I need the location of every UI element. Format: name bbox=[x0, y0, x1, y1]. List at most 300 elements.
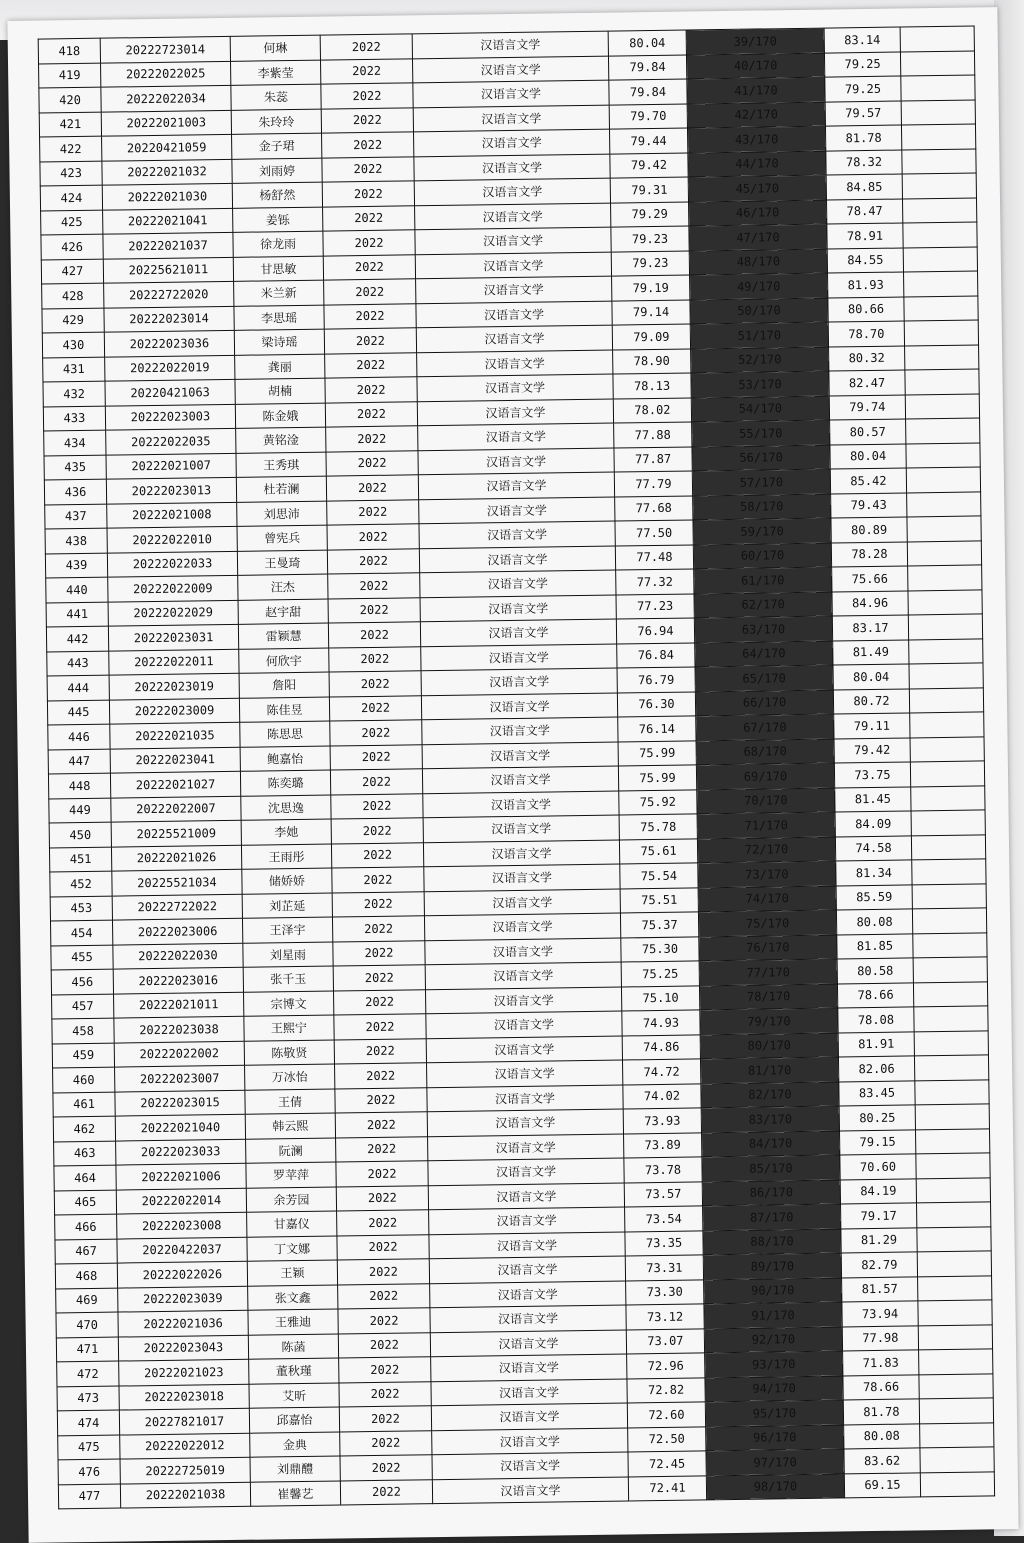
student-name-cell: 李她 bbox=[241, 819, 331, 845]
score-cell: 75.10 bbox=[621, 985, 699, 1011]
score-cell: 75.30 bbox=[621, 936, 699, 962]
final-score-cell: 84.09 bbox=[835, 811, 911, 837]
major-cell: 汉语言文学 bbox=[423, 791, 619, 818]
student-id-cell: 20222023006 bbox=[112, 918, 242, 944]
rank-cell: 94/170 bbox=[705, 1375, 843, 1401]
enrollment-year-cell: 2022 bbox=[322, 181, 414, 207]
student-id-cell: 20222021041 bbox=[103, 208, 233, 234]
enrollment-year-cell: 2022 bbox=[326, 475, 418, 501]
student-id-cell: 20222722022 bbox=[112, 894, 242, 920]
rank-cell: 90/170 bbox=[704, 1277, 842, 1303]
rank-cell: 48/170 bbox=[689, 249, 827, 275]
enrollment-year-cell: 2022 bbox=[325, 377, 417, 403]
student-name-cell: 宗博文 bbox=[244, 991, 334, 1017]
row-number-cell: 421 bbox=[39, 112, 101, 137]
major-cell: 汉语言文学 bbox=[421, 693, 617, 720]
rank-cell: 77/170 bbox=[699, 959, 837, 985]
student-name-cell: 雷颖慧 bbox=[238, 623, 328, 649]
rank-cell: 97/170 bbox=[706, 1449, 844, 1475]
enrollment-year-cell: 2022 bbox=[337, 1259, 429, 1285]
student-name-cell: 詹阳 bbox=[239, 672, 329, 698]
student-name-cell: 金典 bbox=[250, 1431, 340, 1457]
score-cell: 76.84 bbox=[617, 642, 695, 668]
enrollment-year-cell: 2022 bbox=[333, 989, 425, 1015]
final-score-cell: 79.25 bbox=[824, 52, 900, 78]
rank-cell: 87/170 bbox=[703, 1204, 841, 1230]
row-number-cell: 423 bbox=[40, 161, 102, 186]
student-name-cell: 陈思思 bbox=[240, 721, 330, 747]
blank-cell-cell bbox=[911, 785, 985, 811]
score-cell: 77.68 bbox=[615, 495, 693, 521]
rank-cell: 45/170 bbox=[688, 175, 826, 201]
student-name-cell: 王雨彤 bbox=[241, 844, 331, 870]
row-number-cell: 431 bbox=[43, 357, 105, 382]
score-cell: 77.50 bbox=[615, 520, 693, 546]
enrollment-year-cell: 2022 bbox=[335, 1063, 427, 1089]
enrollment-year-cell: 2022 bbox=[337, 1234, 429, 1260]
blank-cell-cell bbox=[918, 1300, 992, 1326]
enrollment-year-cell: 2022 bbox=[327, 499, 419, 525]
final-score-cell: 70.60 bbox=[840, 1154, 916, 1180]
student-name-cell: 陈敬贤 bbox=[244, 1040, 334, 1066]
score-cell: 77.32 bbox=[616, 569, 694, 595]
enrollment-year-cell: 2022 bbox=[338, 1332, 430, 1358]
row-number-cell: 424 bbox=[40, 185, 102, 210]
student-name-cell: 刘雨婷 bbox=[232, 158, 322, 184]
final-score-cell: 78.91 bbox=[827, 223, 903, 249]
student-name-cell: 沈思逸 bbox=[241, 795, 331, 821]
student-name-cell: 金子珺 bbox=[232, 133, 322, 159]
student-name-cell: 姜铄 bbox=[233, 207, 323, 233]
student-id-cell: 20222023033 bbox=[116, 1139, 246, 1165]
final-score-cell: 80.04 bbox=[833, 664, 909, 690]
enrollment-year-cell: 2022 bbox=[340, 1455, 432, 1481]
student-name-cell: 刘思沛 bbox=[237, 501, 327, 527]
student-name-cell: 汪杰 bbox=[238, 574, 328, 600]
rank-cell: 80/170 bbox=[700, 1032, 838, 1058]
row-number-cell: 448 bbox=[48, 773, 110, 798]
final-score-cell: 78.70 bbox=[828, 321, 904, 347]
score-cell: 73.78 bbox=[624, 1157, 702, 1183]
rank-cell: 96/170 bbox=[706, 1424, 844, 1450]
major-cell: 汉语言文学 bbox=[418, 448, 614, 475]
student-id-cell: 20222023043 bbox=[118, 1335, 248, 1361]
student-name-cell: 朱蕊 bbox=[231, 84, 321, 110]
row-number-cell: 469 bbox=[56, 1288, 118, 1313]
score-cell: 80.04 bbox=[608, 30, 686, 56]
row-number-cell: 426 bbox=[41, 234, 103, 259]
blank-cell-cell bbox=[918, 1324, 992, 1350]
score-cell: 74.02 bbox=[623, 1083, 701, 1109]
score-cell: 73.30 bbox=[626, 1279, 704, 1305]
final-score-cell: 82.79 bbox=[841, 1252, 917, 1278]
final-score-cell: 78.66 bbox=[837, 982, 913, 1008]
major-cell: 汉语言文学 bbox=[432, 1452, 628, 1479]
student-id-cell: 20222021038 bbox=[120, 1482, 250, 1508]
student-name-cell: 甘嘉仪 bbox=[247, 1211, 337, 1237]
student-name-cell: 储娇娇 bbox=[242, 868, 332, 894]
major-cell: 汉语言文学 bbox=[416, 276, 612, 303]
major-cell: 汉语言文学 bbox=[417, 399, 613, 426]
student-name-cell: 刘芷延 bbox=[242, 893, 332, 919]
student-name-cell: 鲍嘉怡 bbox=[240, 746, 330, 772]
blank-cell-cell bbox=[912, 908, 986, 934]
row-number-cell: 434 bbox=[44, 430, 106, 455]
rank-cell: 68/170 bbox=[696, 739, 834, 765]
rank-cell: 42/170 bbox=[687, 102, 825, 128]
row-number-cell: 439 bbox=[45, 553, 107, 578]
rank-cell: 70/170 bbox=[697, 788, 835, 814]
enrollment-year-cell: 2022 bbox=[332, 891, 424, 917]
student-name-cell: 黄铭淦 bbox=[236, 427, 326, 453]
enrollment-year-cell: 2022 bbox=[331, 842, 423, 868]
student-name-cell: 刘鼎醴 bbox=[250, 1456, 340, 1482]
row-number-cell: 444 bbox=[47, 675, 109, 700]
student-name-cell: 陈菡 bbox=[248, 1333, 338, 1359]
student-name-cell: 曾宪兵 bbox=[237, 525, 327, 551]
enrollment-year-cell: 2022 bbox=[339, 1357, 431, 1383]
final-score-cell: 83.62 bbox=[844, 1448, 920, 1474]
final-score-cell: 79.43 bbox=[831, 492, 907, 518]
enrollment-year-cell: 2022 bbox=[324, 303, 416, 329]
final-score-cell: 80.04 bbox=[830, 443, 906, 469]
blank-cell-cell bbox=[915, 1104, 989, 1130]
major-cell: 汉语言文学 bbox=[429, 1256, 625, 1283]
enrollment-year-cell: 2022 bbox=[327, 524, 419, 550]
rank-cell: 40/170 bbox=[686, 53, 824, 79]
final-score-cell: 81.78 bbox=[843, 1399, 919, 1425]
blank-cell-cell bbox=[905, 393, 979, 419]
final-score-cell: 73.75 bbox=[834, 762, 910, 788]
major-cell: 汉语言文学 bbox=[414, 178, 610, 205]
row-number-cell: 436 bbox=[44, 479, 106, 504]
blank-cell-cell bbox=[920, 1422, 994, 1448]
final-score-cell: 79.25 bbox=[825, 76, 901, 102]
major-cell: 汉语言文学 bbox=[422, 742, 618, 769]
major-cell: 汉语言文学 bbox=[423, 840, 619, 867]
final-score-cell: 78.66 bbox=[843, 1374, 919, 1400]
major-cell: 汉语言文学 bbox=[416, 301, 612, 328]
major-cell: 汉语言文学 bbox=[424, 913, 620, 940]
student-name-cell: 王雅迪 bbox=[248, 1309, 338, 1335]
student-name-cell: 王倩 bbox=[245, 1089, 335, 1115]
enrollment-year-cell: 2022 bbox=[322, 132, 414, 158]
final-score-cell: 84.96 bbox=[832, 590, 908, 616]
blank-cell-cell bbox=[901, 99, 975, 125]
blank-cell-cell bbox=[920, 1447, 994, 1473]
enrollment-year-cell: 2022 bbox=[323, 205, 415, 231]
major-cell: 汉语言文学 bbox=[419, 497, 615, 524]
row-number-cell: 476 bbox=[58, 1459, 120, 1484]
score-cell: 75.92 bbox=[619, 789, 697, 815]
student-id-cell: 20222023013 bbox=[106, 477, 236, 503]
enrollment-year-cell: 2022 bbox=[338, 1308, 430, 1334]
row-number-cell: 429 bbox=[42, 308, 104, 333]
rank-cell: 92/170 bbox=[704, 1326, 842, 1352]
final-score-cell: 79.11 bbox=[834, 713, 910, 739]
student-id-cell: 20222023019 bbox=[109, 673, 239, 699]
rank-cell: 47/170 bbox=[689, 224, 827, 250]
student-name-cell: 李紫莹 bbox=[231, 60, 321, 86]
enrollment-year-cell: 2022 bbox=[329, 646, 421, 672]
final-score-cell: 81.91 bbox=[838, 1031, 914, 1057]
row-number-cell: 472 bbox=[57, 1361, 119, 1386]
score-cell: 75.54 bbox=[620, 863, 698, 889]
blank-cell-cell bbox=[920, 1471, 994, 1497]
student-name-cell: 米兰新 bbox=[234, 280, 324, 306]
major-cell: 汉语言文学 bbox=[424, 889, 620, 916]
student-id-cell: 20222023036 bbox=[104, 330, 234, 356]
major-cell: 汉语言文学 bbox=[418, 423, 614, 450]
enrollment-year-cell: 2022 bbox=[328, 622, 420, 648]
score-cell: 72.45 bbox=[628, 1451, 706, 1477]
rank-cell: 89/170 bbox=[703, 1253, 841, 1279]
student-name-cell: 王熙宁 bbox=[244, 1015, 334, 1041]
major-cell: 汉语言文学 bbox=[422, 717, 618, 744]
blank-cell-cell bbox=[902, 173, 976, 199]
blank-cell-cell bbox=[906, 442, 980, 468]
final-score-cell: 83.17 bbox=[832, 615, 908, 641]
blank-cell-cell bbox=[909, 638, 983, 664]
row-number-cell: 441 bbox=[46, 602, 108, 627]
final-score-cell: 79.17 bbox=[841, 1203, 917, 1229]
blank-cell-cell bbox=[901, 75, 975, 101]
final-score-cell: 81.45 bbox=[835, 786, 911, 812]
blank-cell-cell bbox=[914, 1055, 988, 1081]
rank-cell: 60/170 bbox=[693, 543, 831, 569]
score-cell: 72.60 bbox=[627, 1402, 705, 1428]
student-name-cell: 张千玉 bbox=[243, 966, 333, 992]
major-cell: 汉语言文学 bbox=[420, 570, 616, 597]
major-cell: 汉语言文学 bbox=[415, 252, 611, 279]
blank-cell-cell bbox=[907, 516, 981, 542]
major-cell: 汉语言文学 bbox=[415, 203, 611, 230]
rank-cell: 91/170 bbox=[704, 1302, 842, 1328]
major-cell: 汉语言文学 bbox=[426, 1036, 622, 1063]
final-score-cell: 80.08 bbox=[844, 1423, 920, 1449]
student-id-cell: 20222023018 bbox=[119, 1384, 249, 1410]
row-number-cell: 433 bbox=[43, 406, 105, 431]
blank-cell-cell bbox=[915, 1079, 989, 1105]
major-cell: 汉语言文学 bbox=[431, 1403, 627, 1430]
blank-cell-cell bbox=[915, 1128, 989, 1154]
major-cell: 汉语言文学 bbox=[421, 644, 617, 671]
student-name-cell: 赵宇甜 bbox=[238, 599, 328, 625]
enrollment-year-cell: 2022 bbox=[323, 254, 415, 280]
student-name-cell: 徐龙雨 bbox=[233, 231, 323, 257]
student-name-cell: 万冰怡 bbox=[245, 1064, 335, 1090]
row-number-cell: 446 bbox=[48, 724, 110, 749]
major-cell: 汉语言文学 bbox=[421, 668, 617, 695]
student-id-cell: 20222022002 bbox=[114, 1041, 244, 1067]
final-score-cell: 80.58 bbox=[837, 958, 913, 984]
student-name-cell: 王曼琦 bbox=[237, 550, 327, 576]
enrollment-year-cell: 2022 bbox=[329, 671, 421, 697]
student-name-cell: 崔馨艺 bbox=[250, 1480, 340, 1506]
row-number-cell: 445 bbox=[47, 700, 109, 725]
student-name-cell: 王秀琪 bbox=[236, 452, 326, 478]
student-name-cell: 何琳 bbox=[230, 35, 320, 61]
student-name-cell: 梁诗瑶 bbox=[234, 329, 324, 355]
major-cell: 汉语言文学 bbox=[430, 1329, 626, 1356]
rank-cell: 88/170 bbox=[703, 1228, 841, 1254]
final-score-cell: 85.59 bbox=[836, 884, 912, 910]
student-id-cell: 20222022026 bbox=[117, 1261, 247, 1287]
enrollment-year-cell: 2022 bbox=[328, 573, 420, 599]
student-id-cell: 20222023008 bbox=[117, 1212, 247, 1238]
enrollment-year-cell: 2022 bbox=[322, 156, 414, 182]
student-id-cell: 20222725019 bbox=[120, 1457, 250, 1483]
enrollment-year-cell: 2022 bbox=[325, 401, 417, 427]
rank-cell: 72/170 bbox=[697, 837, 835, 863]
student-id-cell: 20222023016 bbox=[113, 967, 243, 993]
enrollment-year-cell: 2022 bbox=[336, 1185, 428, 1211]
blank-cell-cell bbox=[917, 1226, 991, 1252]
student-id-cell: 20222023003 bbox=[105, 404, 235, 430]
row-number-cell: 438 bbox=[45, 528, 107, 553]
enrollment-year-cell: 2022 bbox=[328, 597, 420, 623]
major-cell: 汉语言文学 bbox=[430, 1305, 626, 1332]
score-cell: 75.78 bbox=[619, 814, 697, 840]
rank-cell: 50/170 bbox=[690, 298, 828, 324]
student-id-cell: 20222023009 bbox=[109, 698, 239, 724]
blank-cell-cell bbox=[905, 344, 979, 370]
row-number-cell: 462 bbox=[53, 1116, 115, 1141]
student-name-cell: 罗苹萍 bbox=[246, 1162, 336, 1188]
score-cell: 75.99 bbox=[618, 765, 696, 791]
student-id-cell: 20220422037 bbox=[117, 1237, 247, 1263]
row-number-cell: 442 bbox=[46, 626, 108, 651]
major-cell: 汉语言文学 bbox=[416, 325, 612, 352]
score-cell: 77.88 bbox=[614, 422, 692, 448]
paper-sheet bbox=[7, 7, 1018, 1543]
score-cell: 76.94 bbox=[616, 618, 694, 644]
student-id-cell: 20225521009 bbox=[111, 820, 241, 846]
final-score-cell: 84.85 bbox=[826, 174, 902, 200]
student-id-cell: 20222022030 bbox=[113, 943, 243, 969]
rank-cell: 39/170 bbox=[686, 28, 824, 54]
final-score-cell: 80.72 bbox=[833, 688, 909, 714]
row-number-cell: 467 bbox=[55, 1239, 117, 1264]
score-cell: 76.14 bbox=[618, 716, 696, 742]
student-name-cell: 余芳园 bbox=[246, 1187, 336, 1213]
row-number-cell: 477 bbox=[58, 1484, 120, 1509]
student-id-cell: 20222022029 bbox=[108, 600, 238, 626]
major-cell: 汉语言文学 bbox=[413, 80, 609, 107]
enrollment-year-cell: 2022 bbox=[335, 1087, 427, 1113]
rank-cell: 78/170 bbox=[699, 983, 837, 1009]
rank-cell: 83/170 bbox=[701, 1106, 839, 1132]
blank-cell-cell bbox=[901, 124, 975, 150]
student-name-cell: 韩云熙 bbox=[245, 1113, 335, 1139]
rank-cell: 76/170 bbox=[699, 934, 837, 960]
final-score-cell: 74.58 bbox=[835, 835, 911, 861]
student-id-cell: 20222021040 bbox=[115, 1114, 245, 1140]
blank-cell-cell bbox=[914, 1006, 988, 1032]
student-id-cell: 20222021003 bbox=[101, 110, 231, 136]
rank-cell: 55/170 bbox=[692, 420, 830, 446]
row-number-cell: 432 bbox=[43, 381, 105, 406]
row-number-cell: 453 bbox=[50, 896, 112, 921]
score-cell: 73.07 bbox=[626, 1328, 704, 1354]
rank-cell: 59/170 bbox=[693, 518, 831, 544]
major-cell: 汉语言文学 bbox=[425, 987, 621, 1014]
final-score-cell: 80.08 bbox=[836, 909, 912, 935]
score-cell: 79.29 bbox=[611, 201, 689, 227]
rank-cell: 64/170 bbox=[695, 641, 833, 667]
rank-cell: 67/170 bbox=[696, 714, 834, 740]
blank-cell-cell bbox=[913, 981, 987, 1007]
blank-cell-cell bbox=[904, 295, 978, 321]
final-score-cell: 83.14 bbox=[824, 27, 900, 53]
student-id-cell: 20222022035 bbox=[106, 428, 236, 454]
student-id-cell: 20222021032 bbox=[102, 159, 232, 185]
score-cell: 73.31 bbox=[625, 1255, 703, 1281]
score-cell: 78.02 bbox=[613, 397, 691, 423]
major-cell: 汉语言文学 bbox=[419, 521, 615, 548]
score-cell: 73.12 bbox=[626, 1304, 704, 1330]
major-cell: 汉语言文学 bbox=[426, 1011, 622, 1038]
enrollment-year-cell: 2022 bbox=[329, 695, 421, 721]
table-body bbox=[38, 26, 994, 1509]
row-number-cell: 455 bbox=[51, 945, 113, 970]
student-name-cell: 王颖 bbox=[247, 1260, 337, 1286]
enrollment-year-cell: 2022 bbox=[334, 1038, 426, 1064]
major-cell: 汉语言文学 bbox=[414, 129, 610, 156]
student-id-cell: 20222023038 bbox=[114, 1016, 244, 1042]
major-cell: 汉语言文学 bbox=[425, 938, 621, 965]
blank-cell-cell bbox=[907, 491, 981, 517]
final-score-cell: 79.15 bbox=[839, 1129, 915, 1155]
score-cell: 79.84 bbox=[608, 55, 686, 81]
score-cell: 73.57 bbox=[624, 1181, 702, 1207]
enrollment-year-cell: 2022 bbox=[339, 1406, 431, 1432]
student-id-cell: 20222021007 bbox=[106, 453, 236, 479]
blank-cell-cell bbox=[902, 197, 976, 223]
enrollment-year-cell: 2022 bbox=[326, 450, 418, 476]
major-cell: 汉语言文学 bbox=[423, 815, 619, 842]
student-id-cell: 20222022009 bbox=[108, 575, 238, 601]
student-name-cell: 陈佳昱 bbox=[239, 697, 329, 723]
row-number-cell: 458 bbox=[52, 1018, 114, 1043]
rank-cell: 95/170 bbox=[705, 1400, 843, 1426]
enrollment-year-cell: 2022 bbox=[330, 744, 422, 770]
row-number-cell: 419 bbox=[39, 63, 101, 88]
student-id-cell: 20222023014 bbox=[104, 306, 234, 332]
major-cell: 汉语言文学 bbox=[424, 864, 620, 891]
rank-cell: 43/170 bbox=[687, 126, 825, 152]
rank-cell: 61/170 bbox=[694, 567, 832, 593]
final-score-cell: 81.78 bbox=[825, 125, 901, 151]
student-id-cell: 20222022011 bbox=[109, 649, 239, 675]
major-cell: 汉语言文学 bbox=[414, 154, 610, 181]
row-number-cell: 430 bbox=[42, 332, 104, 357]
blank-cell-cell bbox=[900, 26, 974, 52]
student-id-cell: 20222021006 bbox=[116, 1163, 246, 1189]
student-id-cell: 20222023039 bbox=[118, 1286, 248, 1312]
blank-cell-cell bbox=[906, 418, 980, 444]
score-cell: 78.13 bbox=[613, 373, 691, 399]
final-score-cell: 82.06 bbox=[838, 1056, 914, 1082]
score-cell: 74.72 bbox=[622, 1059, 700, 1085]
student-name-cell: 杨舒然 bbox=[232, 182, 322, 208]
blank-cell-cell bbox=[917, 1251, 991, 1277]
student-id-cell: 20222022014 bbox=[116, 1188, 246, 1214]
score-cell: 79.14 bbox=[612, 299, 690, 325]
major-cell: 汉语言文学 bbox=[427, 1084, 623, 1111]
blank-cell-cell bbox=[912, 883, 986, 909]
student-id-cell: 20222021023 bbox=[119, 1359, 249, 1385]
